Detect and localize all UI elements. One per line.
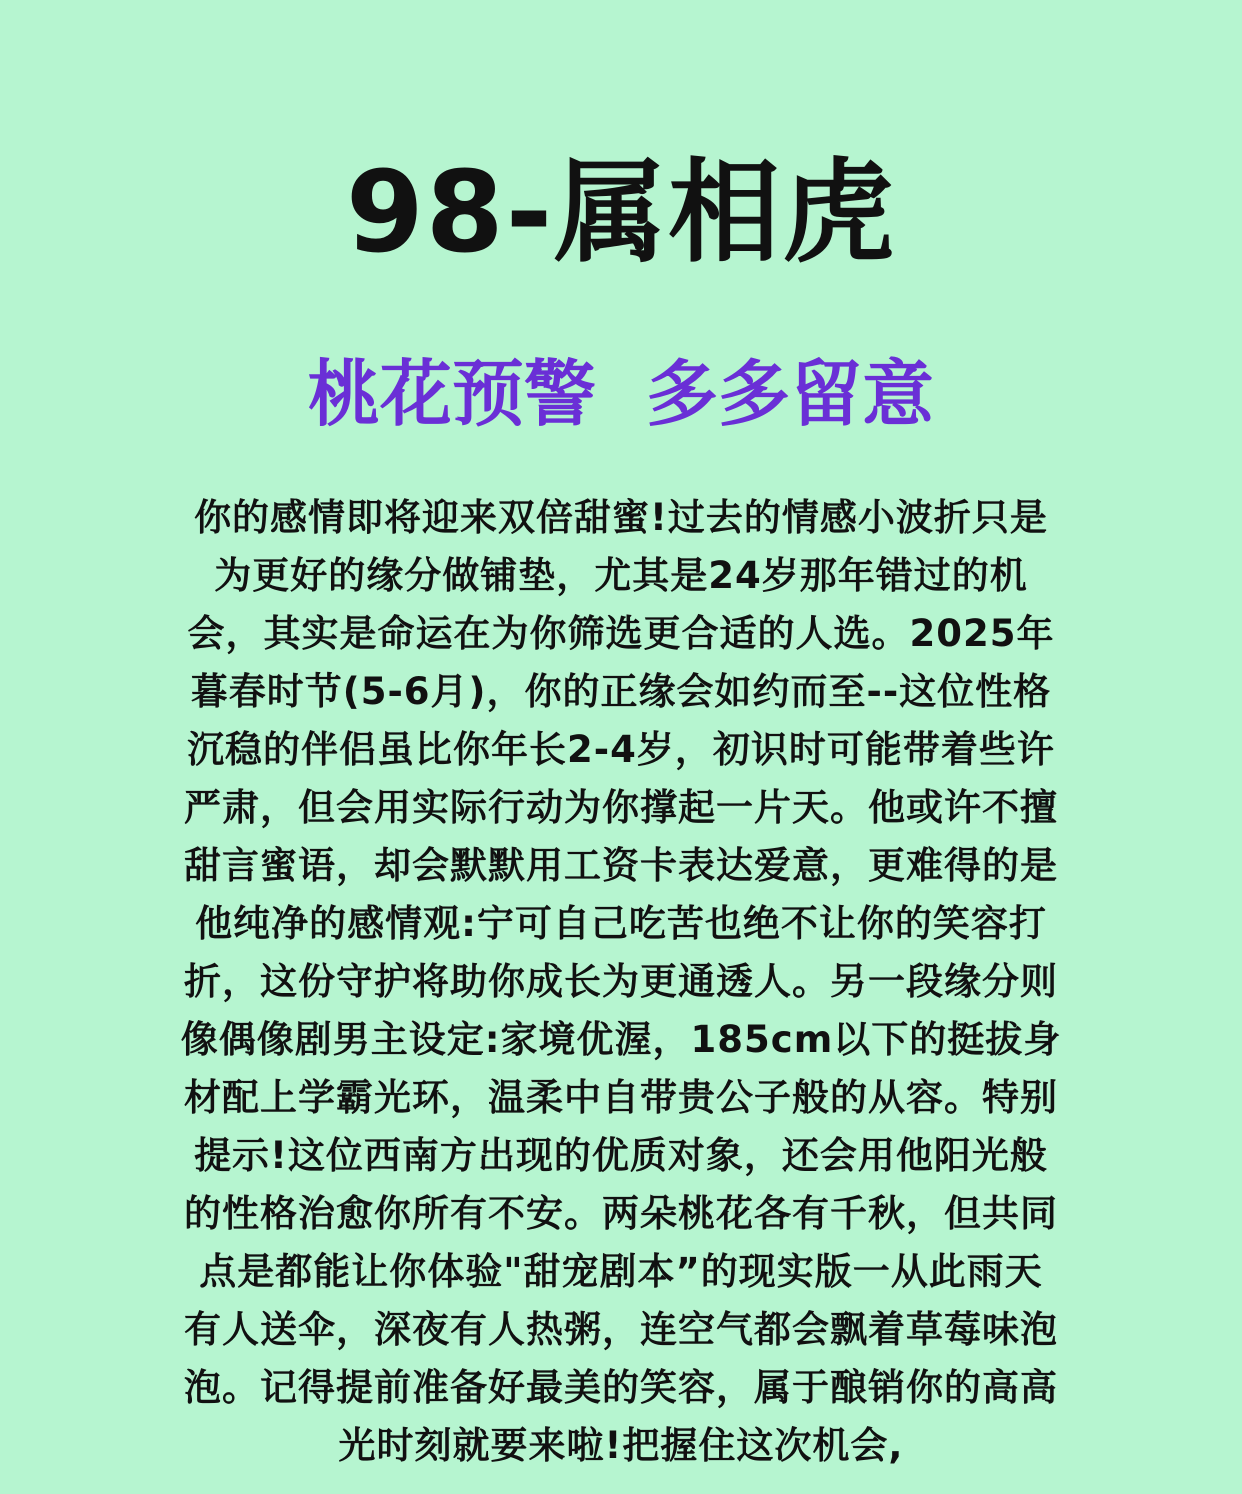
body-line: 折，这份守护将助你成长为更通透人。另一段缘分则	[184, 960, 1058, 1003]
body-line: 你的感情即将迎来双倍甜蜜!过去的情感小波折只是	[194, 496, 1048, 539]
body-line: 光时刻就要来啦!把握住这次机会,	[338, 1424, 904, 1467]
body-line: 严肃，但会用实际行动为你撑起一片天。他或许不擅	[184, 786, 1058, 829]
page-subtitle: 桃花预警 多多留意	[307, 352, 935, 436]
body-line: 暮春时节(5-6月)，你的正缘会如约而至--这位性格	[190, 670, 1052, 713]
body-line: 的性格治愈你所有不安。两朵桃花各有千秋，但共同	[184, 1192, 1058, 1235]
body-line: 点是都能让你体验"甜宠剧本”的现实版一从此雨天	[199, 1250, 1043, 1293]
body-line: 甜言蜜语，却会默默用工资卡表达爱意，更难得的是	[184, 844, 1058, 887]
body-line: 沉稳的伴侣虽比你年长2-4岁，初识时可能带着些许	[187, 728, 1055, 771]
body-line: 有人送伞，深夜有人热粥，连空气都会飘着草莓味泡	[184, 1308, 1058, 1351]
body-line: 为更好的缘分做铺垫，尤其是24岁那年错过的机	[214, 554, 1028, 597]
body-line: 会，其实是命运在为你筛选更合适的人选。2025年	[187, 612, 1055, 655]
body-text	[130, 489, 1112, 1475]
body-line: 泡。记得提前准备好最美的笑容，属于酿销你的高高	[184, 1366, 1058, 1409]
body-line: 提示!这位西南方出现的优质对象，还会用他阳光般	[194, 1134, 1048, 1177]
page-title: 98-属相虎	[345, 148, 897, 278]
body-line: 像偶像剧男主设定:家境优渥，185cm以下的挺拔身	[180, 1018, 1062, 1061]
body-line: 他纯净的感情观:宁可自己吃苦也绝不让你的笑容打	[195, 902, 1047, 945]
body-line: 材配上学霸光环，温柔中自带贵公子般的从容。特别	[184, 1076, 1058, 1119]
